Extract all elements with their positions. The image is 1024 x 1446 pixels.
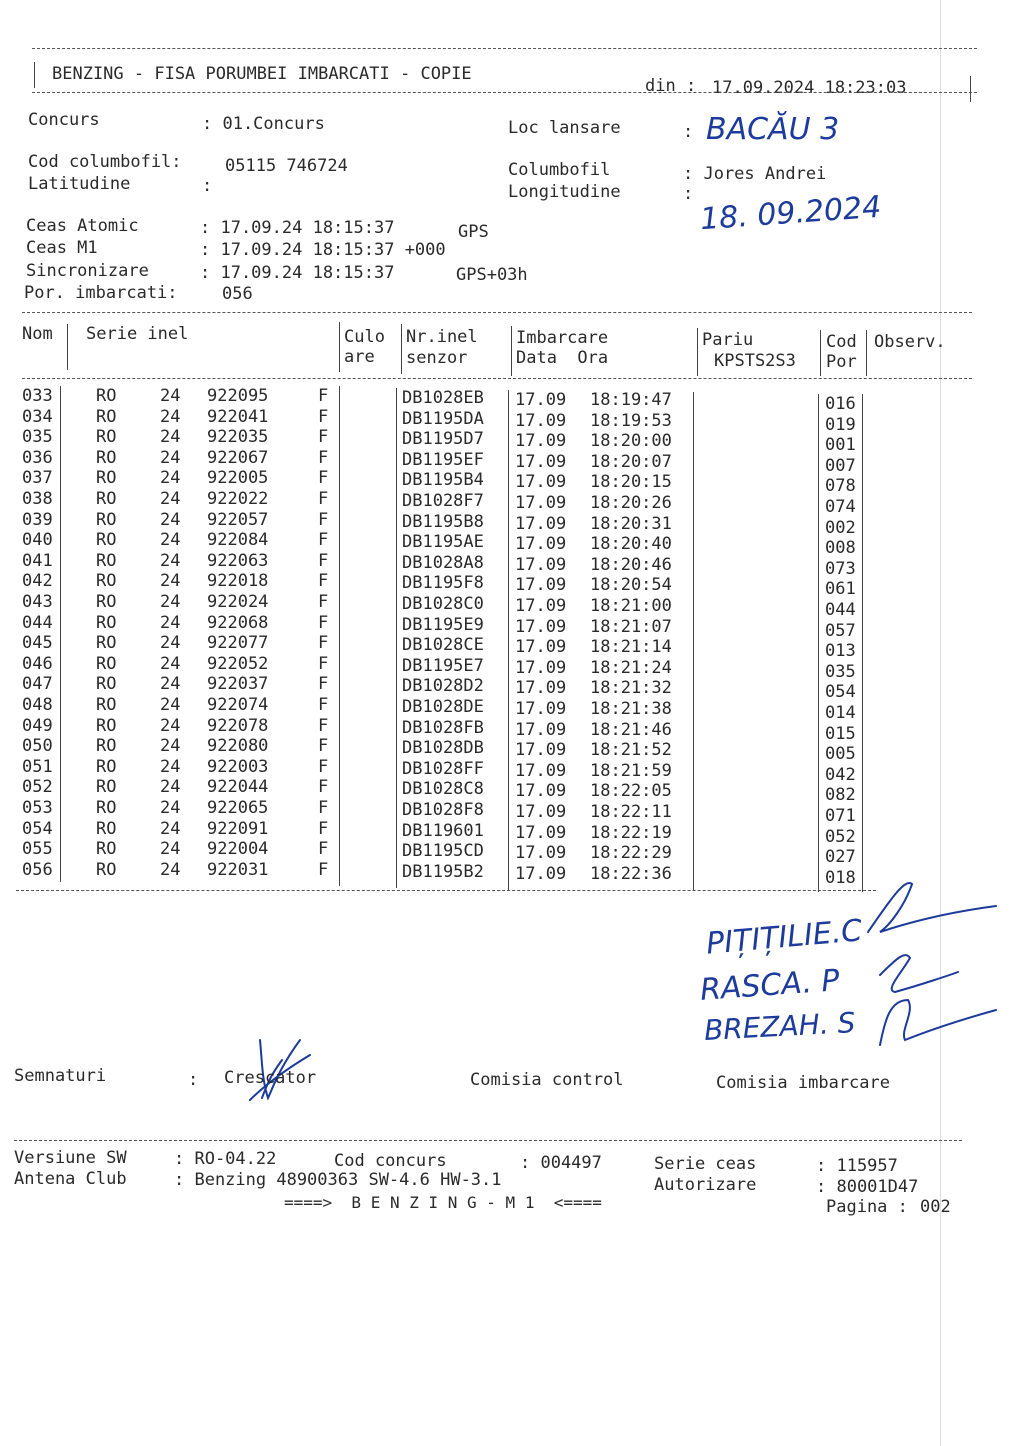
signature-comisia-control-label: Comisia control bbox=[470, 1070, 624, 1090]
cell-nom: 036 bbox=[22, 447, 53, 468]
concurs-value: : 01.Concurs bbox=[202, 114, 325, 134]
document-title: BENZING - FISA PORUMBEI IMBARCATI - COPIE bbox=[52, 64, 472, 84]
cell-country: RO bbox=[96, 798, 117, 818]
cell-cod-porumbel: 005 bbox=[825, 744, 856, 765]
cell-sex: F bbox=[318, 386, 329, 406]
cell-sensor: DB1195B8 bbox=[402, 511, 484, 532]
cell-country: RO bbox=[96, 839, 117, 860]
col-header-observ: Observ. bbox=[874, 332, 946, 352]
cell-cod-porumbel: 073 bbox=[825, 558, 856, 579]
cell-sex: F bbox=[318, 736, 329, 757]
cell-ring: 922065 bbox=[207, 798, 269, 818]
cell-year: 24 bbox=[160, 592, 181, 612]
cell-sex: F bbox=[318, 550, 329, 571]
cell-sensor: DB1028EB bbox=[402, 388, 484, 408]
cell-sex: F bbox=[318, 777, 329, 798]
cell-time: 18:20:40 bbox=[590, 534, 672, 555]
cell-nom: 045 bbox=[22, 633, 53, 654]
cell-time: 18:22:19 bbox=[590, 822, 672, 843]
cell-nom: 043 bbox=[22, 592, 53, 612]
cell-year: 24 bbox=[160, 530, 181, 551]
cell-year: 24 bbox=[160, 715, 181, 736]
cell-nom: 039 bbox=[22, 509, 53, 530]
cell-sex: F bbox=[318, 592, 329, 612]
cell-ring: 922035 bbox=[207, 427, 269, 448]
col-header-imbarcare-2: Data Ora bbox=[516, 348, 609, 368]
cell-sensor: DB119601 bbox=[402, 820, 484, 841]
cell-nom: 033 bbox=[22, 386, 53, 406]
cell-time: 18:22:29 bbox=[590, 843, 672, 864]
cell-cod-porumbel: 027 bbox=[825, 847, 856, 868]
cell-ring: 922003 bbox=[207, 756, 269, 777]
cell-time: 18:21:38 bbox=[590, 699, 672, 719]
cell-year: 24 bbox=[160, 756, 181, 777]
cell-country: RO bbox=[96, 406, 117, 427]
cell-date: 17.09 bbox=[515, 451, 567, 472]
cell-sex: F bbox=[318, 859, 329, 880]
cell-cod-porumbel: 013 bbox=[825, 641, 856, 662]
cell-country: RO bbox=[96, 674, 117, 695]
cell-time: 18:21:24 bbox=[590, 657, 672, 678]
cell-sensor: DB1195DA bbox=[402, 408, 484, 429]
cell-ring: 922004 bbox=[207, 839, 269, 860]
cell-sex: F bbox=[318, 633, 329, 654]
cell-sex: F bbox=[318, 406, 329, 427]
cell-cod-porumbel: 007 bbox=[825, 455, 856, 476]
cod-concurs-value: : 004497 bbox=[520, 1153, 602, 1173]
cell-ring: 922024 bbox=[207, 592, 269, 612]
cell-time: 18:22:05 bbox=[590, 781, 672, 802]
cell-sex: F bbox=[318, 447, 329, 468]
col-header-culoare-1: Culo bbox=[344, 327, 385, 347]
cell-cod-porumbel: 054 bbox=[825, 682, 856, 703]
loc-lansare-sep: : bbox=[683, 122, 694, 142]
cell-year: 24 bbox=[160, 695, 181, 715]
serie-ceas-label: Serie ceas bbox=[654, 1154, 757, 1174]
cell-country: RO bbox=[96, 715, 117, 736]
cell-sensor: DB1028DE bbox=[402, 697, 484, 717]
cell-sensor: DB1195B2 bbox=[402, 861, 484, 882]
cell-country: RO bbox=[96, 633, 117, 654]
cell-cod-porumbel: 074 bbox=[825, 497, 856, 517]
cod-columbofil-label: Cod columbofil: bbox=[28, 152, 182, 172]
cell-nom: 050 bbox=[22, 736, 53, 757]
cell-sex: F bbox=[318, 612, 329, 633]
cell-cod-porumbel: 057 bbox=[825, 620, 856, 641]
cell-country: RO bbox=[96, 653, 117, 674]
cell-year: 24 bbox=[160, 633, 181, 654]
cell-ring: 922068 bbox=[207, 612, 269, 633]
signature-3 bbox=[880, 1000, 996, 1045]
loc-lansare-label: Loc lansare bbox=[508, 118, 621, 138]
autorizare-value: : 80001D47 bbox=[816, 1177, 919, 1197]
cell-time: 18:20:07 bbox=[590, 451, 672, 472]
sincronizare-label: Sincronizare bbox=[26, 261, 149, 281]
cell-date: 17.09 bbox=[515, 863, 567, 884]
cell-nom: 035 bbox=[22, 427, 53, 448]
semnaturi-label: Semnaturi bbox=[14, 1066, 107, 1086]
cell-year: 24 bbox=[160, 386, 181, 406]
cell-country: RO bbox=[96, 386, 117, 406]
cell-date: 17.09 bbox=[515, 390, 567, 410]
cell-cod-porumbel: 071 bbox=[825, 806, 856, 826]
cell-date: 17.09 bbox=[515, 802, 567, 822]
cell-date: 17.09 bbox=[515, 596, 567, 616]
cell-nom: 054 bbox=[22, 818, 53, 839]
ceas-atomic-label: Ceas Atomic bbox=[26, 216, 139, 236]
cell-date: 17.09 bbox=[515, 719, 567, 740]
cell-date: 17.09 bbox=[515, 616, 567, 637]
cell-sex: F bbox=[318, 798, 329, 818]
cell-ring: 922057 bbox=[207, 509, 269, 530]
cell-year: 24 bbox=[160, 798, 181, 818]
cell-sex: F bbox=[318, 695, 329, 715]
cell-ring: 922078 bbox=[207, 715, 269, 736]
cell-time: 18:21:46 bbox=[590, 719, 672, 740]
cell-ring: 922052 bbox=[207, 653, 269, 674]
cell-year: 24 bbox=[160, 674, 181, 695]
ceas-atomic-suffix: GPS bbox=[458, 222, 489, 242]
pagina-value: 002 bbox=[920, 1197, 951, 1217]
cell-sensor: DB1195AE bbox=[402, 532, 484, 553]
handwritten-date: 18. 09.2024 bbox=[699, 189, 883, 238]
cell-time: 18:19:47 bbox=[590, 390, 672, 410]
cell-year: 24 bbox=[160, 509, 181, 530]
footer-top-border bbox=[14, 1140, 962, 1141]
cell-sex: F bbox=[318, 715, 329, 736]
ceas-atomic-value: : 17.09.24 18:15:37 bbox=[200, 218, 395, 238]
cell-nom: 038 bbox=[22, 489, 53, 509]
col-header-nom: Nom bbox=[22, 324, 53, 344]
cell-ring: 922041 bbox=[207, 406, 269, 427]
col-header-culoare-2: are bbox=[344, 347, 375, 367]
benzing-banner: ====> B E N Z I N G - M 1 <==== bbox=[284, 1193, 602, 1212]
cell-nom: 034 bbox=[22, 406, 53, 427]
cell-country: RO bbox=[96, 550, 117, 571]
cell-sensor: DB1028C8 bbox=[402, 779, 484, 800]
cell-nom: 046 bbox=[22, 653, 53, 674]
cell-year: 24 bbox=[160, 653, 181, 674]
col-header-pariu-2: KPSTS2S3 bbox=[714, 351, 796, 371]
cell-time: 18:21:52 bbox=[590, 740, 672, 761]
cell-sensor: DB1195E9 bbox=[402, 614, 484, 635]
cod-columbofil-value: 05115 746724 bbox=[225, 156, 348, 176]
cell-nom: 056 bbox=[22, 859, 53, 880]
latitudine-sep: : bbox=[202, 176, 213, 196]
cell-cod-porumbel: 008 bbox=[825, 538, 856, 559]
cell-cod-porumbel: 035 bbox=[825, 661, 856, 682]
cell-sex: F bbox=[318, 509, 329, 530]
cell-country: RO bbox=[96, 427, 117, 448]
cell-country: RO bbox=[96, 509, 117, 530]
cell-time: 18:21:32 bbox=[590, 678, 672, 699]
semnaturi-sep: : bbox=[188, 1070, 199, 1090]
cell-time: 18:21:59 bbox=[590, 760, 672, 781]
cell-cod-porumbel: 002 bbox=[825, 517, 856, 538]
cell-nom: 040 bbox=[22, 530, 53, 551]
antena-club-label: Antena Club bbox=[14, 1169, 127, 1189]
cell-time: 18:21:00 bbox=[590, 596, 672, 616]
cell-country: RO bbox=[96, 695, 117, 715]
cell-sensor: DB1195EF bbox=[402, 449, 484, 470]
cell-ring: 922031 bbox=[207, 859, 269, 880]
cell-time: 18:21:14 bbox=[590, 637, 672, 658]
cell-time: 18:21:07 bbox=[590, 616, 672, 637]
signature-2 bbox=[880, 955, 958, 992]
cell-ring: 922018 bbox=[207, 571, 269, 592]
cell-date: 17.09 bbox=[515, 575, 567, 596]
cell-ring: 922084 bbox=[207, 530, 269, 551]
ceas-m1-label: Ceas M1 bbox=[26, 238, 98, 258]
cell-nom: 037 bbox=[22, 468, 53, 489]
cell-country: RO bbox=[96, 468, 117, 489]
cell-cod-porumbel: 052 bbox=[825, 826, 856, 847]
cell-year: 24 bbox=[160, 777, 181, 798]
cell-cod-porumbel: 001 bbox=[825, 435, 856, 456]
cell-cod-porumbel: 082 bbox=[825, 785, 856, 806]
col-header-nrinel-1: Nr.inel bbox=[406, 327, 478, 347]
cell-time: 18:22:36 bbox=[590, 863, 672, 884]
cell-country: RO bbox=[96, 592, 117, 612]
longitudine-label: Longitudine bbox=[508, 182, 621, 202]
cell-sensor: DB1028A8 bbox=[402, 552, 484, 573]
cell-sex: F bbox=[318, 839, 329, 860]
cell-country: RO bbox=[96, 612, 117, 633]
cell-sensor: DB1028CE bbox=[402, 635, 484, 656]
cell-time: 18:20:46 bbox=[590, 554, 672, 575]
cell-country: RO bbox=[96, 530, 117, 551]
serie-ceas-value: : 115957 bbox=[816, 1156, 898, 1176]
cell-sensor: DB1195D7 bbox=[402, 429, 484, 450]
cell-sex: F bbox=[318, 427, 329, 448]
cell-time: 18:20:15 bbox=[590, 472, 672, 493]
cell-nom: 041 bbox=[22, 550, 53, 571]
antena-club-value: : Benzing 48900363 SW-4.6 HW-3.1 bbox=[174, 1170, 502, 1190]
cell-sensor: DB1195CD bbox=[402, 841, 484, 862]
cell-nom: 047 bbox=[22, 674, 53, 695]
col-header-nrinel-2: senzor bbox=[406, 348, 468, 368]
cell-cod-porumbel: 044 bbox=[825, 600, 856, 620]
cell-year: 24 bbox=[160, 468, 181, 489]
cell-ring: 922063 bbox=[207, 550, 269, 571]
cell-country: RO bbox=[96, 777, 117, 798]
cell-nom: 049 bbox=[22, 715, 53, 736]
cod-concurs-label: Cod concurs bbox=[334, 1151, 447, 1171]
signature-1 bbox=[868, 883, 996, 932]
porumbei-imbarcati-label: Por. imbarcati: bbox=[24, 283, 178, 303]
cell-sensor: DB1028F8 bbox=[402, 800, 484, 820]
versiune-sw-value: : RO-04.22 bbox=[174, 1149, 277, 1169]
cell-sex: F bbox=[318, 530, 329, 551]
cell-date: 17.09 bbox=[515, 410, 567, 431]
signature-comisia-imbarcare-label: Comisia imbarcare bbox=[716, 1073, 890, 1093]
cell-year: 24 bbox=[160, 859, 181, 880]
cell-sensor: DB1028D2 bbox=[402, 676, 484, 697]
porumbei-imbarcati-value: 056 bbox=[222, 284, 253, 304]
cell-time: 18:20:31 bbox=[590, 513, 672, 534]
cell-time: 18:22:11 bbox=[590, 802, 672, 822]
cell-ring: 922095 bbox=[207, 386, 269, 406]
cell-country: RO bbox=[96, 489, 117, 509]
cell-sex: F bbox=[318, 489, 329, 509]
latitudine-label: Latitudine bbox=[28, 174, 131, 194]
cell-nom: 044 bbox=[22, 612, 53, 633]
cell-sensor: DB1028FF bbox=[402, 758, 484, 779]
cell-date: 17.09 bbox=[515, 699, 567, 719]
col-header-cod-1: Cod bbox=[826, 332, 857, 352]
cell-ring: 922067 bbox=[207, 447, 269, 468]
cell-sensor: DB1195E7 bbox=[402, 655, 484, 676]
cell-sex: F bbox=[318, 571, 329, 592]
cell-cod-porumbel: 019 bbox=[825, 414, 856, 435]
pagina-label: Pagina : bbox=[826, 1197, 908, 1217]
cell-date: 17.09 bbox=[515, 657, 567, 678]
cell-time: 18:20:26 bbox=[590, 493, 672, 513]
cell-cod-porumbel: 042 bbox=[825, 764, 856, 785]
loc-lansare-handwritten: BACĂU 3 bbox=[706, 112, 840, 147]
cell-date: 17.09 bbox=[515, 843, 567, 864]
cell-ring: 922037 bbox=[207, 674, 269, 695]
cell-sex: F bbox=[318, 674, 329, 695]
cell-date: 17.09 bbox=[515, 637, 567, 658]
ceas-m1-value: : 17.09.24 18:15:37 +000 bbox=[200, 240, 446, 260]
cell-year: 24 bbox=[160, 612, 181, 633]
col-header-serie: Serie inel bbox=[86, 324, 189, 344]
columbofil-label: Columbofil bbox=[508, 160, 611, 180]
cell-year: 24 bbox=[160, 839, 181, 860]
cell-cod-porumbel: 018 bbox=[825, 867, 856, 888]
cell-year: 24 bbox=[160, 447, 181, 468]
handwritten-name-3: BREZAH. S bbox=[703, 1006, 857, 1047]
cell-time: 18:20:00 bbox=[590, 431, 672, 452]
cell-nom: 055 bbox=[22, 839, 53, 860]
col-header-imbarcare-1: Imbarcare bbox=[516, 328, 609, 348]
cell-sex: F bbox=[318, 468, 329, 489]
concurs-label: Concurs bbox=[28, 110, 100, 130]
cell-country: RO bbox=[96, 756, 117, 777]
handwritten-name-2: RASCA. P bbox=[698, 963, 841, 1008]
cell-date: 17.09 bbox=[515, 472, 567, 493]
cell-sex: F bbox=[318, 818, 329, 839]
cell-year: 24 bbox=[160, 489, 181, 509]
cell-time: 18:20:54 bbox=[590, 575, 672, 596]
cell-sensor: DB1028FB bbox=[402, 717, 484, 738]
signature-crescator-label: Crescator bbox=[224, 1068, 317, 1088]
cell-sex: F bbox=[318, 653, 329, 674]
cell-year: 24 bbox=[160, 550, 181, 571]
cell-nom: 042 bbox=[22, 571, 53, 592]
cell-date: 17.09 bbox=[515, 760, 567, 781]
cell-country: RO bbox=[96, 859, 117, 880]
cell-country: RO bbox=[96, 818, 117, 839]
cell-ring: 922005 bbox=[207, 468, 269, 489]
sincronizare-suffix: GPS+03h bbox=[456, 265, 528, 285]
cell-country: RO bbox=[96, 571, 117, 592]
longitudine-sep: : bbox=[683, 184, 694, 204]
cell-nom: 051 bbox=[22, 756, 53, 777]
cell-nom: 053 bbox=[22, 798, 53, 818]
cell-sensor: DB1195F8 bbox=[402, 573, 484, 594]
cell-date: 17.09 bbox=[515, 431, 567, 452]
cell-country: RO bbox=[96, 736, 117, 757]
cell-date: 17.09 bbox=[515, 822, 567, 843]
cell-year: 24 bbox=[160, 818, 181, 839]
cell-cod-porumbel: 061 bbox=[825, 579, 856, 600]
cell-date: 17.09 bbox=[515, 678, 567, 699]
cell-date: 17.09 bbox=[515, 740, 567, 761]
cell-cod-porumbel: 078 bbox=[825, 476, 856, 497]
cell-date: 17.09 bbox=[515, 781, 567, 802]
cell-date: 17.09 bbox=[515, 534, 567, 555]
cell-sensor: DB1028DB bbox=[402, 738, 484, 759]
sincronizare-value: : 17.09.24 18:15:37 bbox=[200, 263, 395, 283]
cell-year: 24 bbox=[160, 406, 181, 427]
print-date-label: din : bbox=[645, 76, 697, 96]
cell-cod-porumbel: 014 bbox=[825, 703, 856, 723]
cell-ring: 922044 bbox=[207, 777, 269, 798]
cell-year: 24 bbox=[160, 736, 181, 757]
versiune-sw-label: Versiune SW bbox=[14, 1148, 127, 1168]
cell-year: 24 bbox=[160, 571, 181, 592]
cell-ring: 922080 bbox=[207, 736, 269, 757]
cell-ring: 922074 bbox=[207, 695, 269, 715]
autorizare-label: Autorizare bbox=[654, 1175, 757, 1195]
handwritten-name-1: PIȚIȚILIE.C bbox=[704, 913, 864, 962]
cell-date: 17.09 bbox=[515, 493, 567, 513]
print-date-value: 17.09.2024 18:23:03 bbox=[712, 78, 907, 98]
cell-sensor: DB1195B4 bbox=[402, 470, 484, 491]
cell-nom: 052 bbox=[22, 777, 53, 798]
cell-cod-porumbel: 015 bbox=[825, 723, 856, 744]
cell-date: 17.09 bbox=[515, 554, 567, 575]
cell-ring: 922077 bbox=[207, 633, 269, 654]
cell-sensor: DB1028C0 bbox=[402, 594, 484, 614]
cell-year: 24 bbox=[160, 427, 181, 448]
cell-sensor: DB1028F7 bbox=[402, 491, 484, 511]
col-header-cod-2: Por bbox=[826, 352, 857, 372]
cell-country: RO bbox=[96, 447, 117, 468]
cell-time: 18:19:53 bbox=[590, 410, 672, 431]
cell-date: 17.09 bbox=[515, 513, 567, 534]
cell-ring: 922022 bbox=[207, 489, 269, 509]
cell-ring: 922091 bbox=[207, 818, 269, 839]
cell-nom: 048 bbox=[22, 695, 53, 715]
cell-cod-porumbel: 016 bbox=[825, 394, 856, 414]
col-header-pariu-1: Pariu bbox=[702, 330, 754, 350]
columbofil-value: : Jores Andrei bbox=[683, 164, 827, 184]
cell-sex: F bbox=[318, 756, 329, 777]
